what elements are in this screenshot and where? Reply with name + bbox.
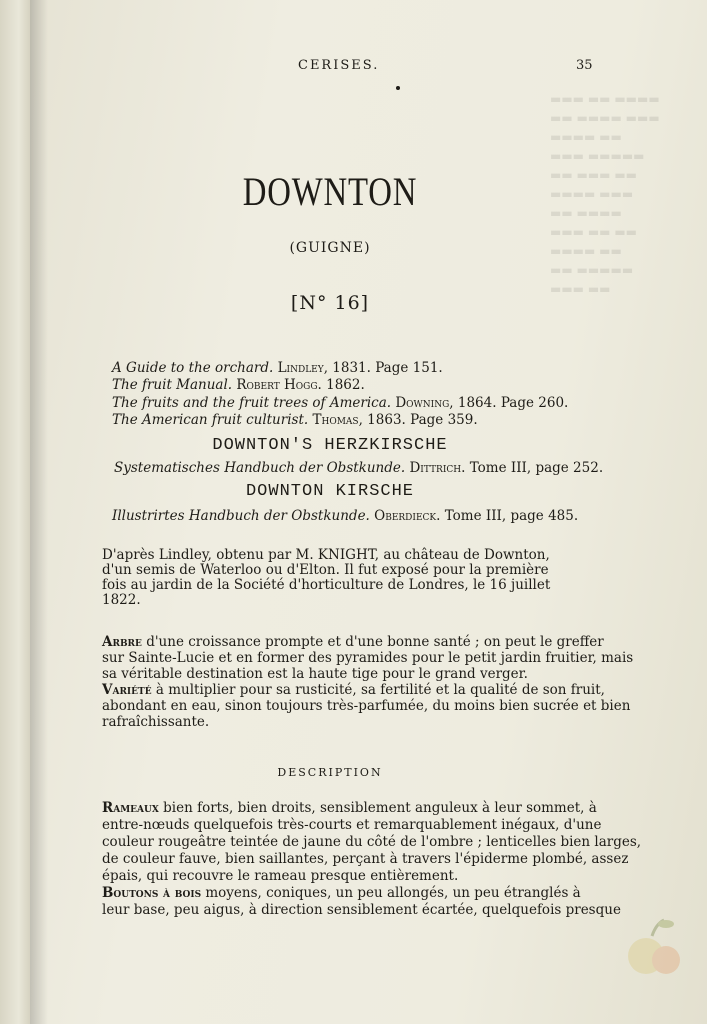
reference-line — [112, 360, 443, 376]
reference-detail: . 1862. — [317, 377, 365, 393]
text-line: entre-nœuds quelquefois très-courts et remarquablement inégaux, d'une — [102, 817, 602, 833]
text-line: sa véritable destination est la haute tige pour le grand verger. — [102, 666, 528, 682]
intro-paragraph — [102, 548, 602, 608]
reference-author: Robert Hogg — [236, 377, 318, 393]
text-line: 1822. — [102, 592, 141, 608]
text-run: moyens, coniques, un peu allongés, un peu étranglés à — [201, 885, 581, 901]
reference-author: Oberdieck — [374, 508, 437, 524]
text-line: leur base, peu aigus, à direction sensiblement écartée, quelquefois presque — [102, 902, 621, 918]
text-line: D'après Lindley, obtenu par M. KNIGHT, au château de Downton, — [102, 547, 550, 563]
synonym-heading: DOWNTON'S HERZKIRSCHE — [212, 436, 448, 455]
text-line: fois au jardin de la Société d'horticulture de Londres, le 16 juillet — [102, 577, 551, 593]
text-line: abondant en eau, sinon toujours très-parfumée, du moins bien sucrée et bien — [102, 698, 631, 714]
reference-work: The American fruit culturist. — [112, 412, 309, 428]
reference-line — [112, 412, 478, 428]
text-line: de couleur fauve, bien saillantes, perçant à travers l'épiderme plombé, assez — [102, 851, 629, 867]
culture-paragraph — [102, 634, 634, 730]
reference-detail: . Tome III, page 485. — [436, 508, 579, 524]
reference-detail: , 1831. Page 151. — [323, 360, 443, 376]
running-head: CERISES. — [298, 58, 380, 73]
fruit-watermark-icon — [606, 900, 698, 992]
facing-page-edge — [0, 0, 34, 1024]
reference-work: Systematisches Handbuch der Obstkunde. — [114, 460, 406, 476]
text-line — [102, 885, 602, 902]
reference-author: Downing — [395, 395, 450, 411]
text-run: d'une croissance prompte et d'une bonne santé ; on peut le greffer — [141, 634, 604, 650]
bleed-through-text: ▬▬▬ ▬▬ ▬▬▬▬ ▬▬ ▬▬▬▬ ▬▬▬ ▬▬▬▬ ▬▬ ▬▬▬ ▬▬▬▬▬ ▬▬ ▬▬▬ ▬▬ ▬▬▬▬ ▬▬▬ ▬▬ ▬▬▬▬ ▬▬▬ ▬▬ ▬▬ ▬▬▬▬ ▬▬ ▬▬ ▬▬▬▬▬ ▬▬▬ ▬▬ — [550, 92, 660, 296]
reference-author: Thomas — [312, 412, 359, 428]
text-line — [102, 800, 602, 817]
synonym-heading: DOWNTON KIRSCHE — [245, 482, 415, 501]
text-run: à multiplier pour sa rusticité, sa fertilité et la qualité de son fruit, — [151, 682, 605, 698]
reference-work: Illustrirtes Handbuch der Obstkunde. — [112, 508, 370, 524]
lead-word: Arbre — [102, 634, 142, 650]
reference-work: The fruits and the fruit trees of America. — [112, 395, 392, 411]
text-line: d'un semis de Waterloo ou d'Elton. Il fut exposé pour la première — [102, 562, 549, 578]
reference-author: Lindley — [277, 360, 324, 376]
text-run: bien forts, bien droits, sensiblement anguleux à leur sommet, à — [158, 800, 597, 816]
reference-detail: , 1864. Page 260. — [449, 395, 569, 411]
page-number: 35 — [576, 58, 593, 73]
synonym-reference — [112, 508, 578, 524]
text-line — [102, 634, 602, 650]
reference-author: Dittrich — [409, 460, 462, 476]
text-line: épais, qui recouvre le rameau presque entièrement. — [102, 868, 459, 884]
reference-line — [112, 377, 365, 393]
reference-detail: . Tome III, page 252. — [461, 460, 604, 476]
reference-line — [112, 395, 568, 411]
lead-word: Variété — [102, 682, 152, 698]
text-line: rafraîchissante. — [102, 714, 210, 730]
variety-title: DOWNTON — [242, 169, 418, 214]
text-line: sur Sainte-Lucie et en former des pyramides pour le petit jardin fruitier, mais — [102, 650, 634, 666]
text-line — [102, 682, 605, 698]
text-line: couleur rougeâtre teintée de jaune du côté de l'ombre ; lenticelles bien larges, — [102, 834, 642, 850]
variety-number: [N° 16] — [290, 292, 370, 314]
lead-word: Rameaux — [102, 800, 159, 816]
section-heading: DESCRIPTION — [277, 766, 383, 779]
reference-work: The fruit Manual. — [112, 377, 233, 393]
lead-word: Boutons à bois — [102, 885, 202, 901]
reference-work: A Guide to the orchard. — [112, 360, 274, 376]
synonym-reference — [114, 460, 603, 476]
book-page — [30, 0, 707, 1024]
variety-subtitle: (GUIGNE) — [289, 240, 371, 256]
ornament-dot — [396, 86, 400, 90]
gutter-shadow — [30, 0, 48, 1024]
reference-detail: , 1863. Page 359. — [358, 412, 478, 428]
description-paragraph — [102, 800, 642, 919]
